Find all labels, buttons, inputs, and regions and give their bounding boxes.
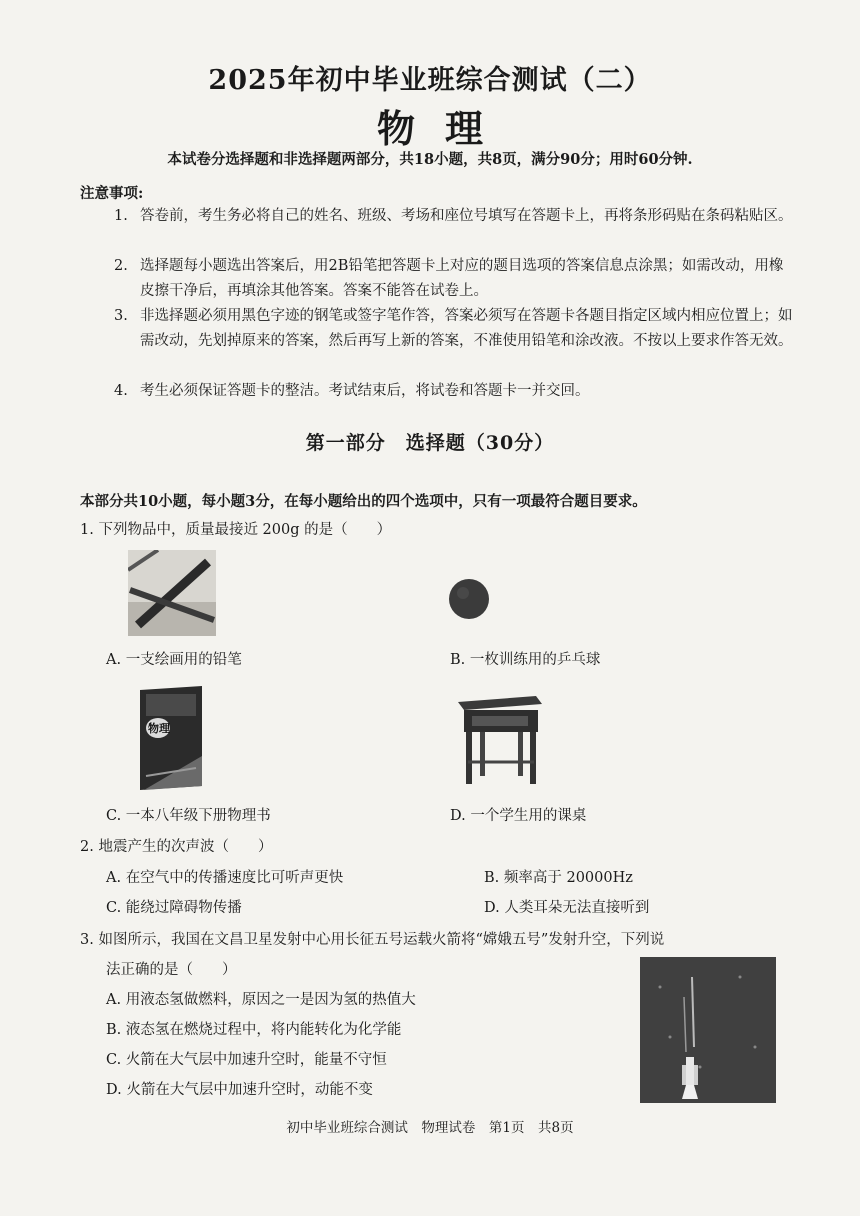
question-1-option-b: B. 一枚训练用的乒乓球 xyxy=(450,652,601,668)
notice-number: 4. xyxy=(114,383,128,399)
notice-heading: 注意事项: xyxy=(80,185,144,202)
notice-text: 考生必须保证答题卡的整洁。考试结束后，将试卷和答题卡一并交回。 xyxy=(140,383,590,399)
page-footer: 初中毕业班综合测试 物理试卷 第1页 共8页 xyxy=(286,1120,574,1136)
section-intro: 本部分共10小题，每小题3分，在每小题给出的四个选项中，只有一项最符合题目要求。 xyxy=(80,493,647,510)
notice-number: 3. xyxy=(114,308,128,324)
question-1-stem: 1. 下列物品中，质量最接近 200g 的是（ ） xyxy=(80,522,392,538)
question-2-option-c: C. 能绕过障碍物传播 xyxy=(106,900,242,916)
rocket-launch-image xyxy=(640,957,776,1103)
book-cover-title: 物理 xyxy=(148,722,170,735)
question-3-stem-line2: 法正确的是（ ） xyxy=(106,962,237,978)
question-2-option-b: B. 频率高于 20000Hz xyxy=(484,870,633,886)
question-2-stem: 2. 地震产生的次声波（ ） xyxy=(80,839,273,855)
notice-number: 1. xyxy=(114,208,128,224)
question-3-option-d: D. 火箭在大气层中加速升空时，动能不变 xyxy=(106,1082,373,1098)
notice-item xyxy=(114,304,794,354)
notice-text: 答卷前，考生务必将自己的姓名、班级、考场和座位号填写在答题卡上，再将条形码贴在条码粘贴区。 xyxy=(140,208,793,224)
notice-number: 2. xyxy=(114,258,128,274)
notice-item xyxy=(114,379,794,404)
question-2-option-d: D. 人类耳朵无法直接听到 xyxy=(484,900,650,916)
question-3-option-a: A. 用液态氢做燃料，原因之一是因为氢的热值大 xyxy=(106,992,416,1008)
question-2-option-a: A. 在空气中的传播速度比可听声更快 xyxy=(106,870,344,886)
physics-book-image xyxy=(136,686,206,790)
question-3-option-b: B. 液态氢在燃烧过程中，将内能转化为化学能 xyxy=(106,1022,402,1038)
notice-item xyxy=(114,204,794,229)
exam-info: 本试卷分选择题和非选择题两部分，共18小题，共8页，满分90分；用时60分钟. xyxy=(167,151,693,168)
ping-pong-ball-image xyxy=(448,578,490,620)
section-title: 第一部分 选择题（30分） xyxy=(305,432,555,454)
notice-text: 非选择题必须用黑色字迹的钢笔或签字笔作答，答案必须写在答题卡各题目指定区域内相应位置上；如需改动，先划掉原来的答案，然后再写上新的答案，不准使用铅笔和涂改液。不按以上要求作答无效。 xyxy=(140,308,793,349)
notice-item xyxy=(114,254,794,304)
notice-text: 选择题每小题选出答案后，用2B铅笔把答题卡上对应的题目选项的答案信息点涂黑；如需改动，用橡皮擦干净后，再填涂其他答案。答案不能答在试卷上。 xyxy=(140,258,784,299)
question-1-option-a: A. 一支绘画用的铅笔 xyxy=(106,652,242,668)
question-3-option-c: C. 火箭在大气层中加速升空时，能量不守恒 xyxy=(106,1052,387,1068)
question-1-option-c: C. 一本八年级下册物理书 xyxy=(106,808,271,824)
subject-title: 物理 xyxy=(376,106,513,151)
exam-title: 2025年初中毕业班综合测试（二） xyxy=(208,65,652,96)
question-3-stem-line1: 3. 如图所示，我国在文昌卫星发射中心用长征五号运载火箭将“嫦娥五号”发射升空，下列说 xyxy=(80,932,665,948)
pencil-image xyxy=(128,550,216,636)
question-1-option-d: D. 一个学生用的课桌 xyxy=(450,808,587,824)
school-desk-image xyxy=(456,692,544,786)
